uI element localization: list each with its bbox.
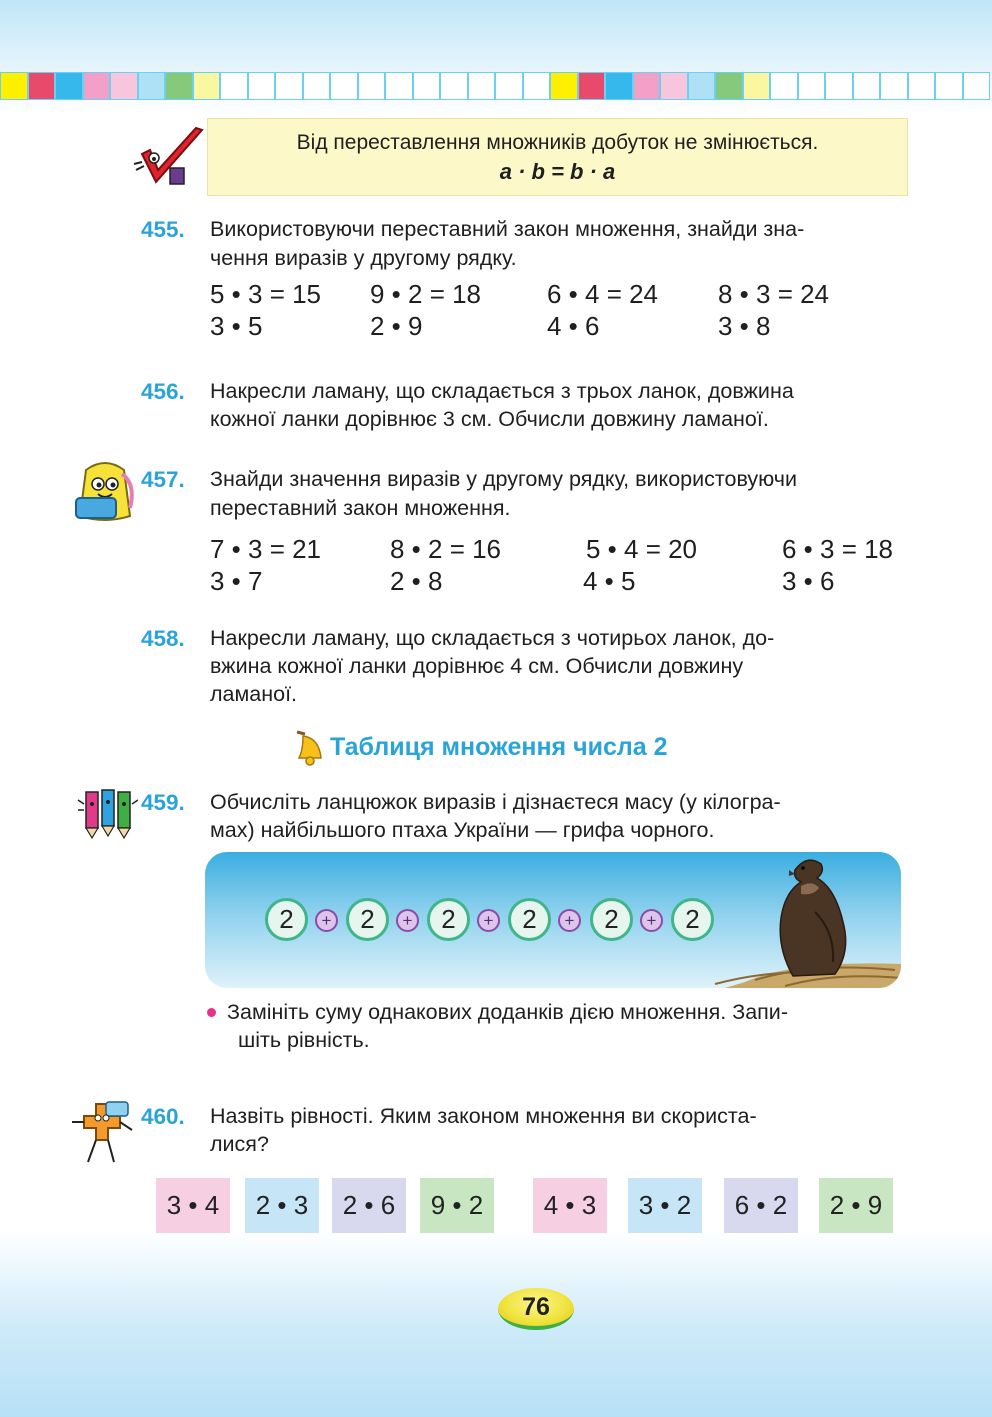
strip-cell	[798, 72, 826, 100]
strip-cell	[550, 72, 578, 100]
strip-cell	[385, 72, 413, 100]
bullet-dot	[207, 1008, 216, 1017]
strip-cell	[770, 72, 798, 100]
plus-sign: +	[558, 909, 581, 932]
strip-cell	[138, 72, 166, 100]
strip-cell	[853, 72, 881, 100]
expression: 5 • 3 = 15	[210, 279, 322, 309]
equation-card: 4 • 3	[533, 1178, 607, 1233]
strip-cell	[303, 72, 331, 100]
rule-box	[207, 118, 908, 196]
strip-cell	[825, 72, 853, 100]
strip-cell	[165, 72, 193, 100]
strip-cell	[495, 72, 523, 100]
strip-cell	[220, 72, 248, 100]
page-number: 76	[498, 1288, 574, 1330]
task-number: 458.	[141, 626, 185, 651]
strip-cell	[440, 72, 468, 100]
strip-cell	[28, 72, 56, 100]
task-number: 459.	[141, 790, 185, 815]
equation-card: 6 • 2	[724, 1178, 798, 1233]
strip-cell	[880, 72, 908, 100]
task-text-line: Накресли ламану, що складається з чотирьох ланок, до-	[210, 626, 775, 650]
expression: 3 • 5	[210, 311, 263, 341]
strip-cell	[633, 72, 661, 100]
bell-icon	[293, 728, 327, 768]
strip-cell	[55, 72, 83, 100]
task-text-line: вжина кожної ланки дорівнює 4 см. Обчисли довжину	[210, 654, 744, 678]
expression: 9 • 2 = 18	[370, 279, 482, 309]
strip-cell	[83, 72, 111, 100]
strip-cell	[578, 72, 606, 100]
strip-cell	[743, 72, 771, 100]
equation-card: 9 • 2	[420, 1178, 494, 1233]
strip-cell	[523, 72, 551, 100]
task-text-line: лися?	[210, 1132, 269, 1156]
strip-cell	[330, 72, 358, 100]
strip-cell	[605, 72, 633, 100]
chain-number: 2	[265, 898, 308, 941]
expression: 7 • 3 = 21	[210, 534, 322, 564]
strip-cell	[358, 72, 386, 100]
bullet-text-line: Замініть суму однакових доданків дією множення. Запи-	[227, 1000, 788, 1024]
chain-number: 2	[346, 898, 389, 941]
pencils-mascot-icon	[76, 784, 138, 842]
expression: 2 • 8	[390, 566, 443, 596]
task-number: 456.	[141, 379, 185, 404]
chain-number: 2	[508, 898, 551, 941]
expression: 8 • 3 = 24	[718, 279, 830, 309]
task-text-line: чення виразів у другому рядку.	[210, 246, 517, 270]
equation-card: 2 • 6	[332, 1178, 406, 1233]
equation-card: 3 • 4	[156, 1178, 230, 1233]
expression: 4 • 5	[583, 566, 636, 596]
task-text-line: Накресли ламану, що складається з трьох ланок, довжина	[210, 379, 794, 403]
strip-cell	[413, 72, 441, 100]
plus-sign-mascot-icon	[68, 1100, 138, 1168]
plus-sign: +	[315, 909, 338, 932]
task-text-line: кожної ланки дорівнює 3 см. Обчисли довжину ламаної.	[210, 407, 769, 431]
task-text-line: Використовуючи переставний закон множення, знайди зна-	[210, 217, 805, 241]
expression: 8 • 2 = 16	[390, 534, 502, 564]
strip-cell	[715, 72, 743, 100]
task-text-line: мах) найбільшого птаха України — грифа чорного.	[210, 818, 715, 842]
task-number: 457.	[141, 467, 185, 492]
expression: 5 • 4 = 20	[586, 534, 698, 564]
task-text-line: Обчисліть ланцюжок виразів і дізнаєтеся масу (у кілогра-	[210, 790, 781, 814]
task-number: 455.	[141, 217, 185, 242]
equation-card: 2 • 9	[819, 1178, 893, 1233]
task-text-line: ламаної.	[210, 682, 298, 706]
rule-text: Від переставлення множників добуток не змінюється.	[296, 131, 819, 154]
task-number: 460.	[141, 1104, 185, 1129]
strip-cell	[908, 72, 936, 100]
strip-cell	[193, 72, 221, 100]
vulture-icon	[685, 852, 901, 988]
strip-cell	[110, 72, 138, 100]
expression: 2 • 9	[370, 311, 423, 341]
task-text-line: Назвіть рівності. Яким законом множення ви скориста-	[210, 1104, 757, 1128]
checkmark-mascot-icon	[132, 124, 208, 194]
task-text-line: Знайди значення виразів у другому рядку, використовуючи	[210, 467, 798, 491]
section-title: Таблиця множення числа 2	[330, 733, 668, 761]
chain-number: 2	[671, 898, 714, 941]
plus-sign: +	[640, 909, 663, 932]
chain-banner	[205, 852, 901, 988]
rule-formula: a · b = b · a	[499, 159, 616, 184]
strip-cell	[0, 72, 28, 100]
strip-cell	[935, 72, 963, 100]
equation-card: 3 • 2	[628, 1178, 702, 1233]
decorative-color-strip	[0, 72, 992, 100]
expression: 6 • 3 = 18	[782, 534, 894, 564]
plus-sign: +	[477, 909, 500, 932]
strip-cell	[468, 72, 496, 100]
strip-cell	[275, 72, 303, 100]
expression: 6 • 4 = 24	[547, 279, 659, 309]
expression: 4 • 6	[547, 311, 600, 341]
backpack-mascot-icon	[72, 460, 138, 524]
expression: 3 • 8	[718, 311, 771, 341]
expression: 3 • 7	[210, 566, 263, 596]
strip-cell	[248, 72, 276, 100]
strip-cell	[660, 72, 688, 100]
plus-sign: +	[396, 909, 419, 932]
strip-cell	[963, 72, 991, 100]
chain-number: 2	[590, 898, 633, 941]
bullet-text-line: шіть рівність.	[238, 1028, 370, 1052]
expression: 3 • 6	[782, 566, 835, 596]
strip-cell	[688, 72, 716, 100]
task-text-line: переставний закон множення.	[210, 496, 511, 520]
equation-card: 2 • 3	[245, 1178, 319, 1233]
chain-number: 2	[427, 898, 470, 941]
